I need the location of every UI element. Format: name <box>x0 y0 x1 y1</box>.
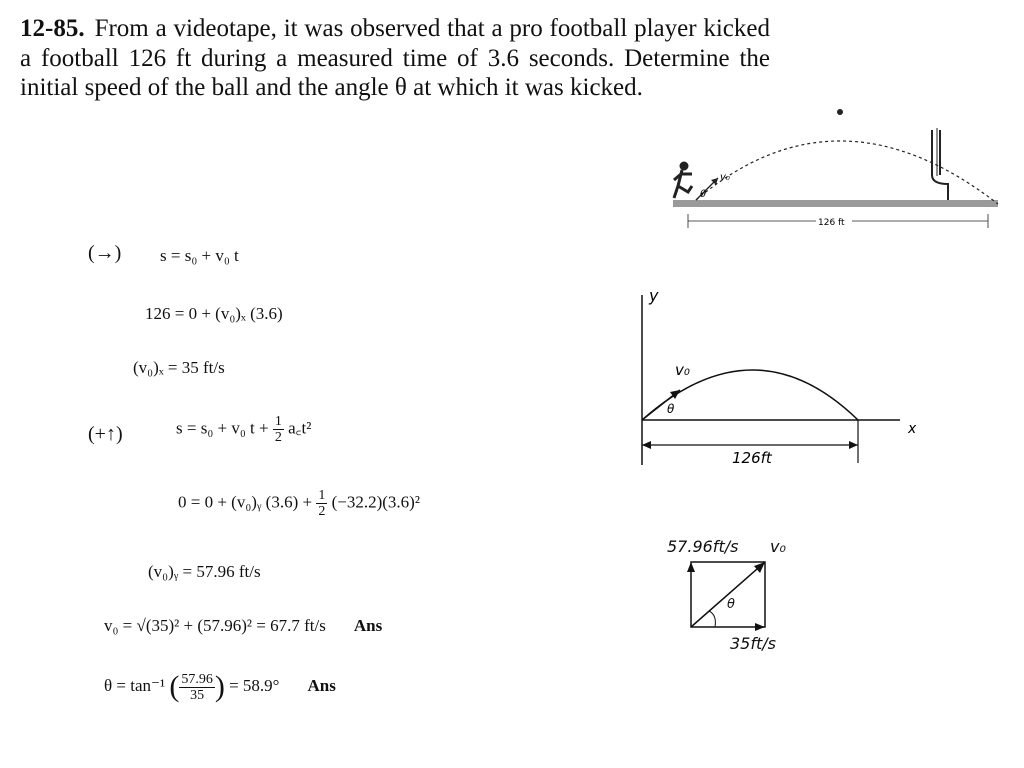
theta-equation: θ = tan⁻¹ ( $\frac{57.96}{35}$ ) = 58.9° Ans <box>104 670 336 703</box>
y-equation-1 <box>176 414 311 445</box>
theta-fraction <box>179 672 215 703</box>
figure-v0-label: v₀ <box>720 172 730 183</box>
v0-answer-label: Ans <box>353 616 383 635</box>
x-direction-sign: (→) <box>88 242 122 264</box>
theta-answer-label: Ans <box>307 675 336 695</box>
football <box>837 109 843 115</box>
x-equation-2: 126 = 0 + (v₀)ₓ (3.6) <box>145 304 283 323</box>
v0-components-label: v₀ <box>770 537 786 556</box>
kicker-icon <box>674 162 692 198</box>
theta-frac-den: 35 <box>190 687 205 703</box>
components-angle-arc <box>709 611 715 627</box>
trajectory-figure <box>668 100 1008 232</box>
theta-components-label: θ <box>727 597 735 612</box>
y-equation-2-fraction <box>316 488 327 519</box>
sketch-axis-x-label: x <box>908 421 917 437</box>
y-equation-1-frac-den: 2 <box>274 430 282 445</box>
vx-label: 35ft/s <box>730 634 776 653</box>
v0-equation-text: v₀ = √(35)² + (57.96)² = 67.7 ft/s <box>104 616 326 635</box>
y-equation-2 <box>178 488 420 519</box>
sketch-distance-label: 126ft <box>732 449 772 467</box>
kicked-ball-path <box>696 141 998 204</box>
sketch-theta-label: θ <box>667 402 675 416</box>
y-direction-sign: (+↑) <box>88 423 123 445</box>
v0-equation <box>104 616 382 636</box>
problem-number: 12-85. <box>20 15 85 42</box>
problem-statement <box>20 14 770 103</box>
components-diagonal <box>691 562 765 627</box>
theta-equation-lhs: θ = tan⁻¹ <box>104 675 166 695</box>
sketch-v0-label: v₀ <box>675 361 690 379</box>
y-equation-1-rhs: a꜀t² <box>288 418 312 438</box>
y-equation-2-frac-num: 1 <box>318 488 326 503</box>
sketch-trajectory <box>625 285 925 470</box>
ground <box>673 200 998 207</box>
goal-post <box>932 128 948 200</box>
y-equation-1-frac-num: 1 <box>274 414 282 429</box>
vy-label: 57.96ft/s <box>667 537 739 556</box>
figure-theta-label: θ <box>700 189 707 200</box>
y-equation-2-rhs: (−32.2)(3.6)² <box>331 492 420 512</box>
theta-equation-rhs: = 58.9° <box>229 675 280 695</box>
x-equation-3: (v₀)ₓ = 35 ft/s <box>133 358 225 377</box>
y-equation-3: (v₀)ᵧ = 57.96 ft/s <box>148 562 261 581</box>
figure-distance-label: 126 ft <box>818 218 845 228</box>
y-equation-2-lhs: 0 = 0 + (v₀)ᵧ (3.6) + <box>178 492 313 512</box>
y-equation-1-fraction <box>273 414 284 445</box>
sketch-axis-y-label: y <box>649 286 659 305</box>
theta-frac-num: 57.96 <box>181 671 213 687</box>
problem-text: From a videotape, it was observed that a pro football player kicked a football 126 ft during a measured time of 3.6 seconds. Determine the initial speed of the ball and the angle θ at which it was kicked. <box>20 15 770 101</box>
y-equation-1-lhs: s = s₀ + v₀ t + <box>176 418 269 438</box>
y-equation-2-frac-den: 2 <box>318 504 326 519</box>
x-equation-1: s = s₀ + v₀ t <box>160 246 239 265</box>
